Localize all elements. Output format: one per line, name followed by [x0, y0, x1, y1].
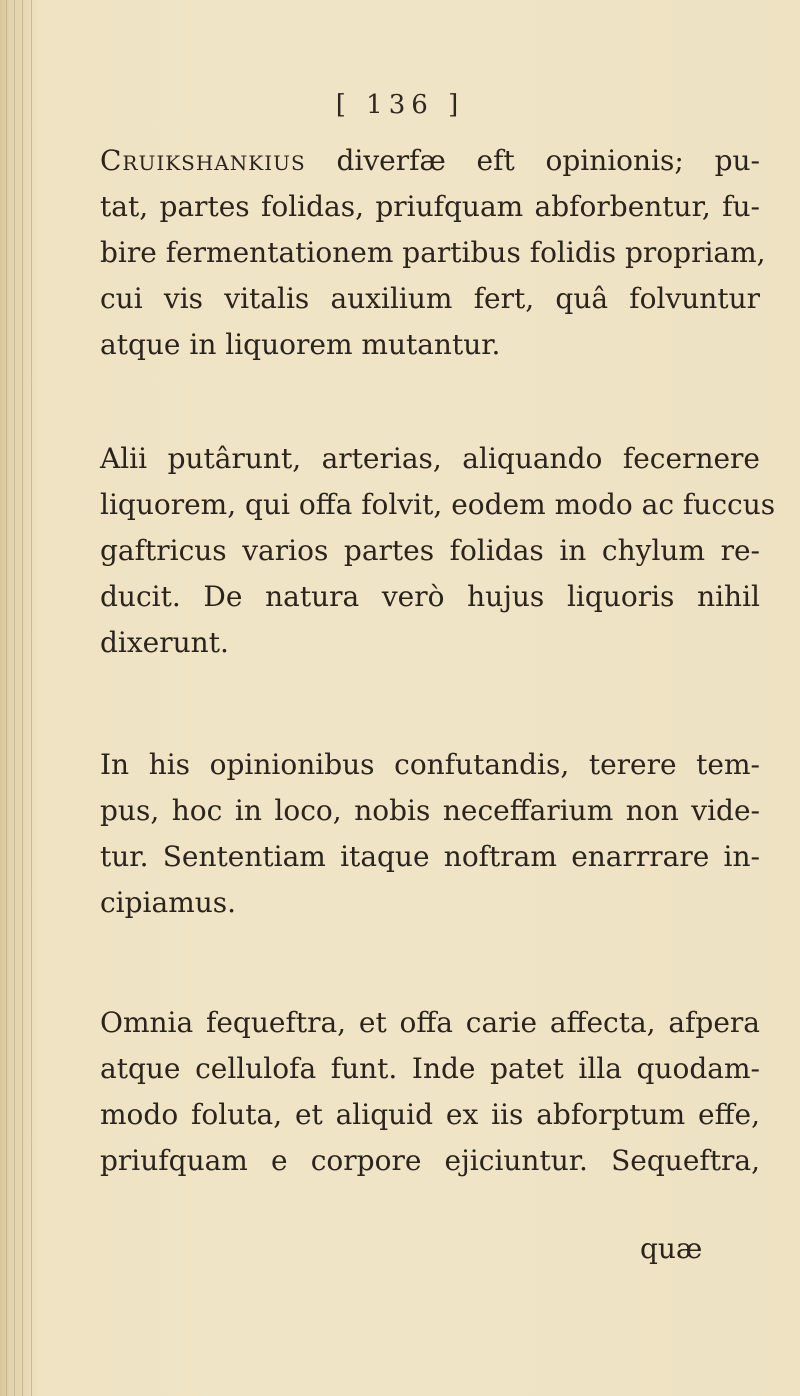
page-number-header: [ 136 ]	[335, 90, 465, 120]
text-line: dixerunt.	[100, 626, 229, 659]
text-line: Cruikshankius diverfæ eft opinionis; pu-	[100, 144, 761, 177]
text-line: pus, hoc in loco, nobis neceffarium non vide-	[100, 794, 760, 827]
paragraph-3	[100, 742, 760, 926]
text-line: In his opinionibus confutandis, terere tem-	[100, 748, 760, 781]
paragraph-1	[100, 138, 766, 368]
text-line: modo foluta, et aliquid ex iis abforptum effe,	[100, 1098, 760, 1131]
page-edge-line	[14, 0, 15, 1396]
text-line: liquorem, qui offa folvit, eodem modo ac fuccus	[100, 488, 776, 521]
text-line: bire fermentationem partibus folidis propriam,	[100, 236, 766, 269]
text-line: cipiamus.	[100, 886, 237, 919]
text-line: Alii putârunt, arterias, aliquando fecernere	[100, 442, 760, 475]
page-edge-line	[22, 0, 23, 1396]
text-line: priufquam e corpore ejiciuntur. Sequeftra,	[100, 1144, 760, 1177]
text-line: tur. Sententiam itaque noftram enarrrare in-	[100, 840, 760, 873]
author-name: Cruikshankius	[100, 144, 306, 177]
page-edge-line	[31, 0, 32, 1396]
text-line: atque cellulofa funt. Inde patet illa quodam-	[100, 1052, 760, 1085]
catchword: quæ	[640, 1232, 703, 1265]
text-line: atque in liquorem mutantur.	[100, 328, 501, 361]
text-line: ducit. De natura verò hujus liquoris nihil	[100, 580, 760, 613]
page-edge-line	[6, 0, 7, 1396]
paragraph-2	[100, 436, 776, 666]
text-line: gaftricus varios partes folidas in chylum re-	[100, 534, 760, 567]
paragraph-4	[100, 1000, 760, 1184]
text-line: Omnia fequeftra, et offa carie affecta, afpera	[100, 1006, 760, 1039]
text-line: cui vis vitalis auxilium fert, quâ folvuntur	[100, 282, 760, 315]
text-line: tat, partes folidas, priufquam abforbentur, fu-	[100, 190, 760, 223]
